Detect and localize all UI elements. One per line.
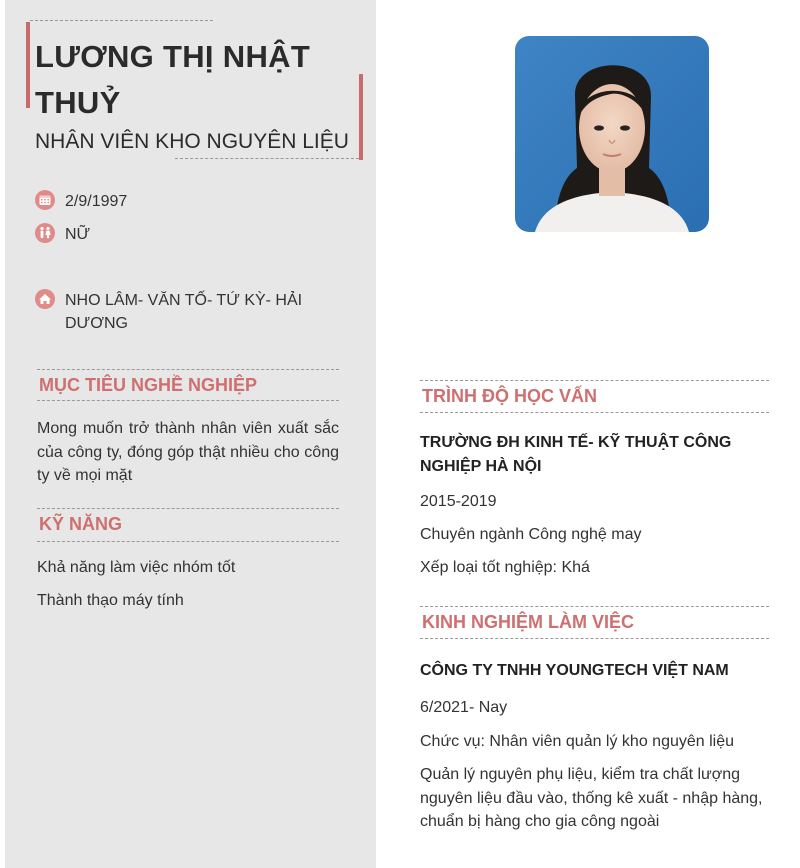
profile-photo — [515, 36, 709, 232]
education-heading-block — [420, 380, 769, 413]
experience-description: Quản lý nguyên phụ liệu, kiểm tra chất lượng nguyên liệu đầu vào, thống kê xuất - nhập hàng, chuẩn bị hàng cho gia công ngoài — [420, 766, 763, 830]
education-grade: Xếp loại tốt nghiệp: Khá — [420, 559, 590, 576]
birthdate-row — [35, 190, 127, 213]
education-period: 2015-2019 — [420, 493, 497, 510]
gender-icon — [35, 223, 55, 243]
portrait-image — [515, 36, 709, 232]
name-block — [26, 22, 363, 160]
objective-text: Mong muốn trở thành nhân viên xuất sắc của công ty, đóng góp thật nhiều cho công ty về mọi mặt — [37, 420, 339, 484]
name-accent-bar-right — [359, 74, 363, 160]
gender-row — [35, 223, 90, 246]
address-text: NHO LÂM- VĂN TỐ- TỨ KỲ- HẢI DƯƠNG — [65, 292, 303, 332]
name-divider-top — [30, 20, 213, 21]
education-school: TRƯỜNG ĐH KINH TẾ- KỸ THUẬT CÔNG NGHIỆP HÀ NỘI — [420, 434, 732, 475]
name-accent-bar-left — [26, 22, 30, 108]
experience-period: 6/2021- Nay — [420, 699, 508, 716]
full-name: LƯƠNG THỊ NHẬT THUỶ — [35, 39, 311, 120]
skills-heading: KỸ NĂNG — [39, 514, 123, 534]
objective-heading-block — [37, 369, 339, 401]
calendar-icon — [35, 190, 55, 210]
birthdate-text: 2/9/1997 — [65, 193, 128, 210]
gender-text: NỮ — [65, 226, 91, 243]
experience-company: CÔNG TY TNHH YOUNGTECH VIỆT NAM — [420, 662, 729, 679]
skill-item: Thành thạo máy tính — [37, 592, 184, 609]
experience-heading-block — [420, 606, 769, 639]
education-heading: TRÌNH ĐỘ HỌC VẤN — [422, 386, 597, 406]
name-divider-bottom — [175, 158, 359, 159]
skill-item: Khả năng làm việc nhóm tốt — [37, 559, 236, 576]
education-major: Chuyên ngành Công nghệ may — [420, 526, 642, 543]
job-title: NHÂN VIÊN KHO NGUYÊN LIỆU — [35, 130, 349, 153]
skills-heading-block — [37, 508, 339, 542]
experience-heading: KINH NGHIỆM LÀM VIỆC — [422, 612, 635, 632]
address-row — [35, 289, 325, 335]
experience-position: Chức vụ: Nhân viên quản lý kho nguyên liệu — [420, 733, 735, 750]
objective-heading: MỤC TIÊU NGHỀ NGHIỆP — [39, 375, 258, 395]
home-icon — [35, 289, 55, 309]
